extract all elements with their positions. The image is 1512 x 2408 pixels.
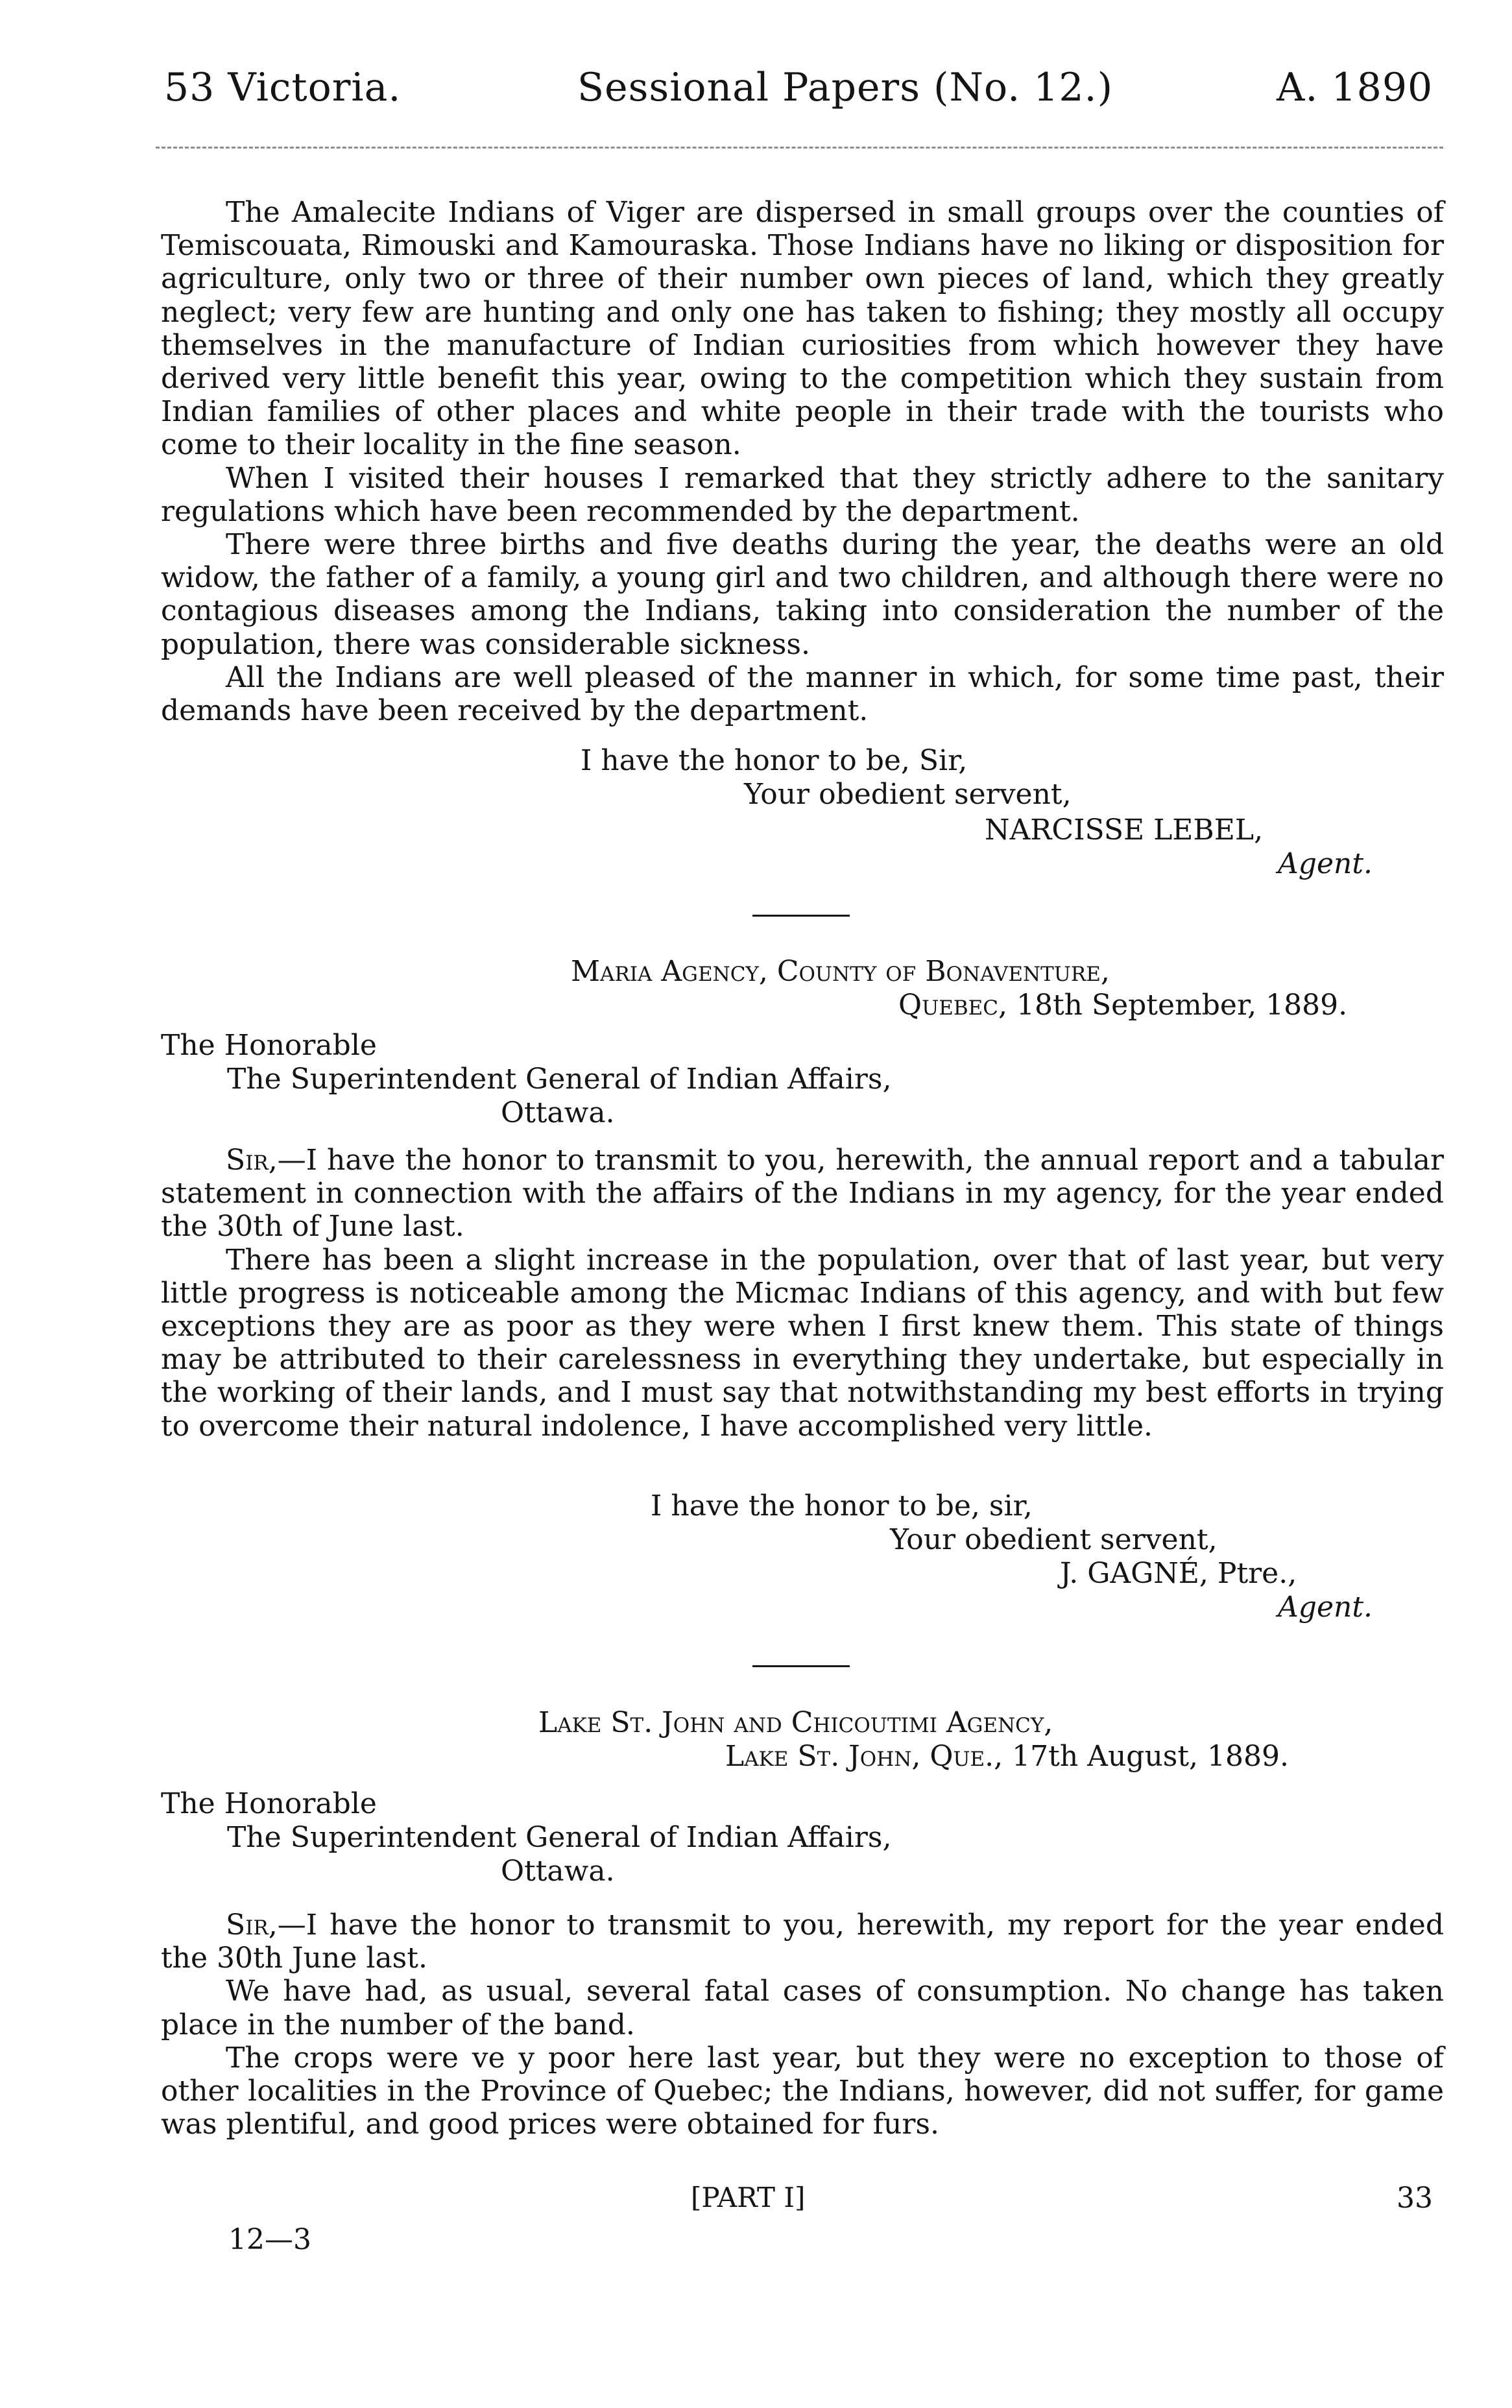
footer-part: [PART I] — [691, 2182, 806, 2213]
lake-letter-body — [161, 1908, 1444, 2141]
header-year: A. 1890 — [1277, 65, 1434, 110]
lake-paragraph-text: —I have the honor to transmit to you, herewith, my report for the year ended the 30th June last. — [161, 1908, 1444, 1975]
maria-closing: I have the honor to be, sir, — [651, 1489, 1033, 1523]
maria-letter-body — [161, 1144, 1444, 1443]
maria-paragraph — [161, 1144, 1444, 1244]
lake-paragraph: We have had, as usual, several fatal cases of consumption. No change has taken place in the number of the band. — [161, 1975, 1444, 2041]
viger-signature: NARCISSE LEBEL, — [985, 813, 1264, 847]
viger-signature-title: Agent. — [1278, 847, 1373, 880]
maria-signature: J. GAGNÉ, Ptre., — [1060, 1557, 1297, 1590]
lake-addressee-line-1: The Honorable — [161, 1787, 377, 1820]
section-separator — [752, 1665, 850, 1667]
maria-place: Quebec, — [898, 989, 1007, 1022]
header-left: 53 Victoria. — [164, 65, 402, 110]
maria-heading-date-line — [898, 989, 1347, 1022]
lake-paragraph: The crops were ve y poor here last year, but they were no exception to those of other localities in the Province of Quebec; the Indians, however, did not suffer, for game was plentiful, and good prices were obtained for furs. — [161, 2041, 1444, 2141]
header-title: Sessional Papers (No. 12.) — [577, 65, 1114, 110]
lake-salutation: Sir, — [226, 1908, 278, 1942]
maria-signature-title: Agent. — [1278, 1591, 1373, 1624]
viger-closing: I have the honor to be, Sir, — [581, 744, 968, 777]
maria-addressee-line-3: Ottawa. — [501, 1096, 615, 1129]
header-rule — [156, 147, 1443, 149]
viger-paragraph: When I visited their houses I remarked that they strictly adhere to the sanitary regulations which have been recommended by the department. — [161, 461, 1444, 528]
lake-paragraph — [161, 1908, 1444, 1975]
viger-servant: Your obedient servent, — [744, 778, 1072, 811]
lake-addressee-line-3: Ottawa. — [501, 1855, 615, 1888]
maria-servant: Your obedient servent, — [890, 1523, 1218, 1556]
lake-heading-date-line — [725, 1740, 1289, 1774]
maria-heading: Maria Agency, County of Bonaventure, — [571, 955, 1110, 988]
viger-paragraph: All the Indians are well pleased of the manner in which, for some time past, their demands have been received by the department. — [161, 660, 1444, 728]
maria-date: 18th September, 1889. — [1016, 989, 1348, 1022]
viger-report-body — [161, 196, 1444, 727]
lake-addressee-line-2: The Superintendent General of Indian Affairs, — [227, 1821, 892, 1854]
maria-paragraph-text: —I have the honor to transmit to you, herewith, the annual report and a tabular statement in connection with the affairs of the Indians in my agency, for the year ended the 30th of June last. — [161, 1144, 1444, 1244]
maria-addressee-line-2: The Superintendent General of Indian Affairs, — [227, 1063, 892, 1096]
maria-addressee-line-1: The Honorable — [161, 1029, 377, 1062]
viger-paragraph: The Amalecite Indians of Viger are dispersed in small groups over the counties of Temiscouata, Rimouski and Kamouraska. Those Indians have no liking or disposition for agriculture, only two or three of their number own pieces of land, which they greatly neglect; very few are hunting and only one has taken to fishing; they mostly all occupy themselves in the manufacture of Indian curiosities from which however they have derived very little benefit this year, owing to the competition which they sustain from Indian families of other places and white people in their trade with the tourists who come to their locality in the fine season. — [161, 196, 1444, 462]
maria-salutation: Sir, — [226, 1144, 278, 1177]
viger-paragraph: There were three births and five deaths during the year, the deaths were an old widow, the father of a family, a young girl and two children, and although there were no contagious diseases among the Indians, taking into consideration the number of the population, there was considerable sickness. — [161, 528, 1444, 661]
lake-date: 17th August, 1889. — [1012, 1740, 1289, 1773]
signature-mark: 12—3 — [228, 2223, 311, 2256]
lake-heading: Lake St. John and Chicoutimi Agency, — [538, 1706, 1053, 1739]
page-number: 33 — [1397, 2182, 1433, 2215]
lake-place: Lake St. John, Que., — [725, 1740, 1003, 1773]
maria-paragraph: There has been a slight increase in the population, over that of last year, but very little progress is noticeable among the Micmac Indians of this agency, and with but few exceptions they are as poor as they were when I first knew them. This state of things may be attributed to their carelessness in everything they undertake, but especially in the working of their lands, and I must say that notwithstanding my best efforts in trying to overcome their natural indolence, I have accomplished very little. — [161, 1243, 1444, 1443]
section-separator — [752, 915, 850, 917]
